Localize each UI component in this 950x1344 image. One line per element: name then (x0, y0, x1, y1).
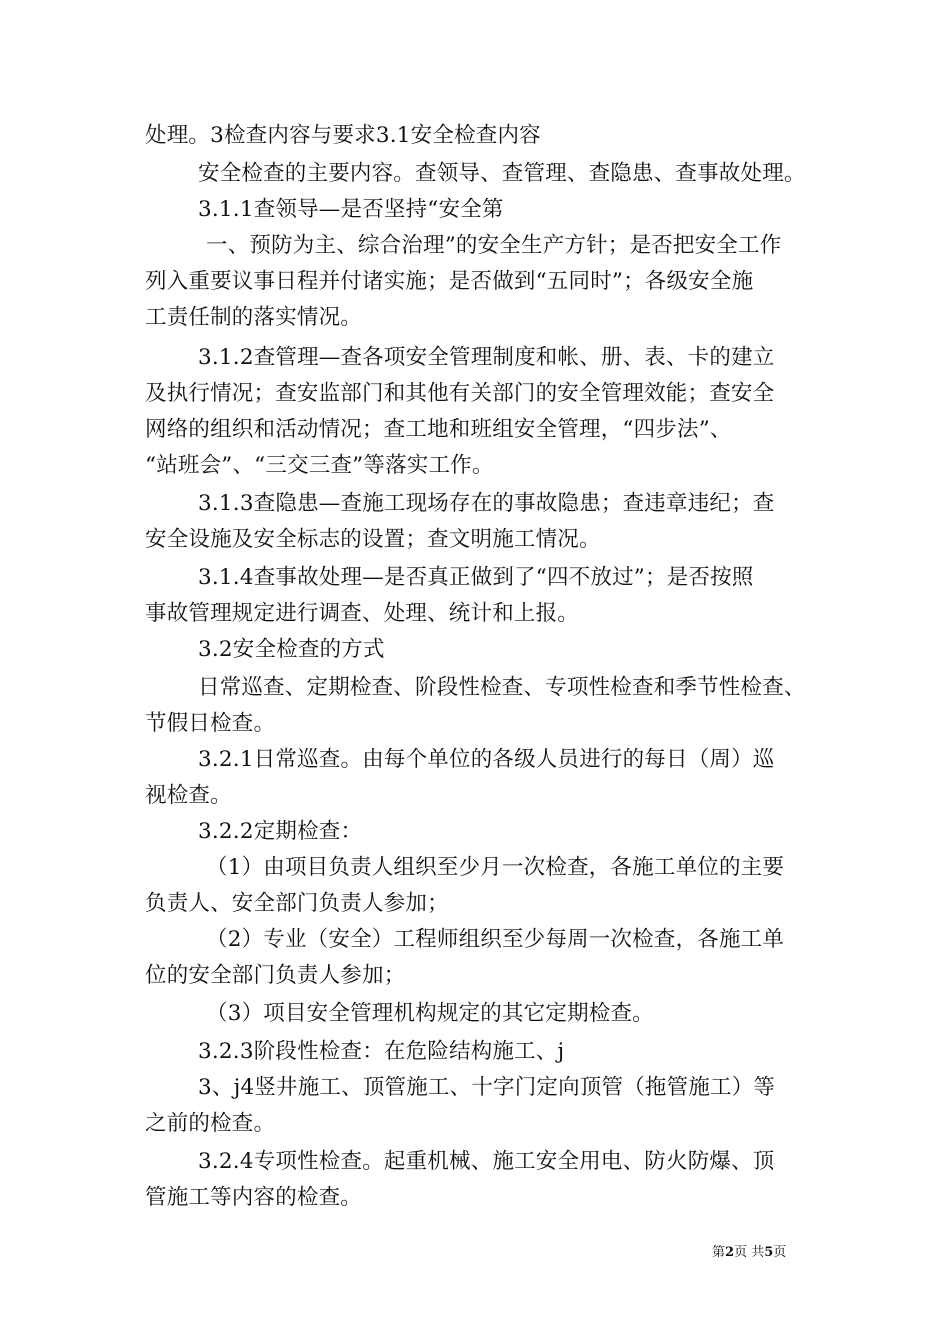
text-line: 视检查。 (145, 783, 232, 808)
text-line: 网络的组织和活动情况；查工地和班组安全管理，“四步法”、 (145, 417, 732, 442)
text-line: 节假日检查。 (145, 711, 276, 736)
text-line: 3.1.4查事故处理—是否真正做到了“四不放过”；是否按照 (198, 565, 754, 590)
footer-suffix: 页 (773, 1245, 787, 1260)
text-line: 日常巡查、定期检查、阶段性检查、专项性检查和季节性检查、 (198, 675, 806, 700)
text-line: 3.2.3阶段性检查：在危险结构施工、j (198, 1039, 565, 1064)
text-line: 3.2.2定期检查： (198, 819, 363, 844)
text-line: 3.1.3查隐患—查施工现场存在的事故隐患；查违章违纪；查 (198, 491, 775, 516)
text-line: 事故管理规定进行调查、处理、统计和上报。 (145, 601, 580, 626)
text-line: 之前的检查。 (145, 1111, 276, 1136)
footer-page-number: 2 (725, 1245, 735, 1260)
text-line: 3.1.2查管理—查各项安全管理制度和帐、册、表、卡的建立 (198, 345, 775, 370)
text-line: 处理。3检查内容与要求3.1安全检查内容 (145, 123, 541, 148)
text-line: （1）由项目负责人组织至少月一次检查，各施工单位的主要 (206, 855, 785, 880)
page-footer (712, 1244, 786, 1262)
text-line: 3.2.4专项性检查。起重机械、施工安全用电、防火防爆、顶 (198, 1149, 775, 1174)
text-line: 位的安全部门负责人参加； (145, 963, 406, 988)
footer-prefix: 第 (712, 1245, 726, 1260)
footer-total-pages: 5 (764, 1245, 774, 1260)
text-line: 工责任制的落实情况。 (145, 305, 363, 330)
text-line: 安全设施及安全标志的设置；查文明施工情况。 (145, 527, 601, 552)
text-line: （3）项目安全管理机构规定的其它定期检查。 (206, 1001, 654, 1026)
text-line: 3.2.1日常巡查。由每个单位的各级人员进行的每日（周）巡 (198, 747, 775, 772)
footer-middle: 页 共 (734, 1245, 765, 1260)
text-line: 3、j4竖井施工、顶管施工、十字门定向顶管（拖管施工）等 (198, 1075, 776, 1100)
text-line: 管施工等内容的检查。 (145, 1185, 363, 1210)
text-line: 3.2安全检查的方式 (198, 637, 385, 662)
text-line: 3.1.1查领导—是否坚持“安全第 (198, 197, 504, 222)
text-line: 及执行情况；查安监部门和其他有关部门的安全管理效能；查安全 (145, 381, 775, 406)
text-line: 列入重要议事日程并付诸实施；是否做到“五同时”；各级安全施 (145, 269, 754, 294)
text-line: 一、预防为主、综合治理”的安全生产方针；是否把安全工作 (206, 233, 782, 258)
text-line: （2）专业（安全）工程师组织至少每周一次检查，各施工单 (206, 927, 785, 952)
text-line: “站班会”、“三交三查”等落实工作。 (145, 453, 494, 478)
text-line: 安全检查的主要内容。查领导、查管理、查隐患、查事故处理。 (198, 161, 806, 186)
text-line: 负责人、安全部门负责人参加； (145, 891, 449, 916)
